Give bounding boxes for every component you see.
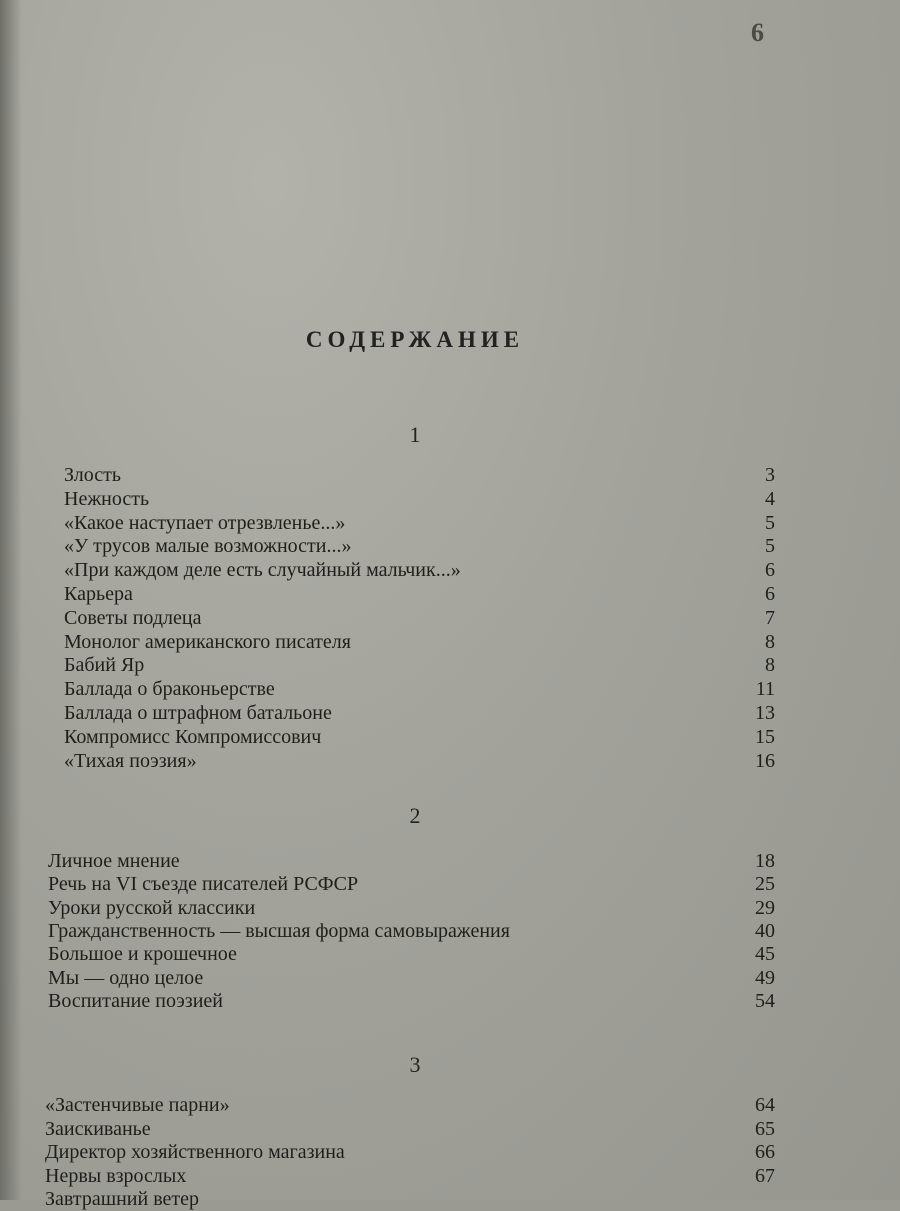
toc-entry[interactable] [64,701,775,725]
toc-entry-title: Баллада о штрафном батальоне [64,702,332,724]
dot-leader [333,741,717,745]
toc-entry[interactable] [64,749,775,773]
toc-entry[interactable] [45,1187,775,1211]
toc-entry[interactable] [64,582,775,606]
toc-entry[interactable] [64,606,775,630]
toc-entry-page: 11 [755,678,775,701]
toc-entry-page: 4 [765,487,775,510]
toc-entry-title: Заискиванье [45,1117,151,1140]
toc-entry[interactable] [64,463,775,487]
toc-entry-page: 49 [755,966,775,989]
toc-entry-title: Гражданственность — высшая форма самовыражения [48,919,510,942]
toc-entry[interactable] [48,966,775,990]
dot-leader [522,935,717,939]
toc-entry-page: 18 [755,850,775,872]
dot-leader [161,503,717,507]
dot-leader [145,598,717,602]
toc-entry[interactable] [48,896,775,920]
toc-entry-title: «Застенчивые парни» [45,1094,230,1116]
dot-leader [364,550,718,554]
toc-entry[interactable] [45,1164,775,1188]
toc-entry-page: 5 [765,535,775,558]
toc-entry[interactable] [48,872,775,896]
dot-leader [215,982,717,986]
toc-entry-page: 54 [755,989,775,1012]
toc-entry-page: 8 [765,630,775,653]
dot-leader [370,888,717,892]
toc-entry[interactable] [45,1117,775,1141]
toc-entry-title: Нежность [64,487,150,510]
toc-entry-title: Большое и крошечное [48,943,237,966]
toc-entry-page: 64 [755,1094,775,1116]
dot-leader [473,574,717,578]
toc-entry[interactable] [45,1140,775,1164]
toc-entry[interactable] [64,630,775,654]
toc-entry-title: Завтрашний ветер [45,1188,200,1211]
toc-entry-title: «У трусов малые возможности...» [64,535,352,558]
toc-entry-title: Нервы взрослых [45,1164,187,1187]
toc-entry-page: 3 [765,464,775,486]
toc-entry-page: 13 [755,702,775,724]
toc-entry[interactable] [64,487,775,511]
toc-entry-page: 7 [765,606,775,629]
toc-entry[interactable] [64,534,775,558]
toc-entry-title: Баллада о браконьерстве [64,678,275,701]
dot-leader [344,717,717,721]
page-title: СОДЕРЖАНИЕ [305,327,525,352]
toc-entry[interactable] [48,942,775,966]
toc-entry-page: 15 [755,725,775,748]
toc-entry[interactable] [64,677,775,701]
dot-leader [209,765,717,769]
toc-entry-title: Советы подлеца [64,606,202,629]
toc-entry-title: Бабий Яр [64,654,145,677]
section-number: 2 [409,803,421,828]
toc-entry-title: Уроки русской классики [48,896,256,919]
toc-entry-title: «Тихая поэзия» [64,749,197,772]
toc-entry-title: Монолог американского писателя [64,630,351,653]
toc-entry-page: 65 [755,1117,775,1140]
toc-entry-page: 5 [765,511,775,534]
toc-entry-title: Речь на VI съезде писателей РСФСР [48,873,359,896]
toc-entry-page: 6 [765,583,775,605]
toc-entry-title: Мы — одно целое [48,966,204,989]
section-number: 1 [409,422,421,447]
toc-entry-title: «При каждом деле есть случайный мальчик...» [64,559,461,582]
binding-shadow [0,0,22,1200]
toc-entry-page: 16 [755,749,775,772]
dot-leader [213,622,717,626]
dot-leader [357,527,717,531]
toc-entry-page: 67 [755,1164,775,1187]
dot-leader [267,912,717,916]
toc-entry-page: 25 [755,873,775,896]
dot-leader [357,1156,717,1160]
dot-leader [192,865,717,869]
toc-entry-page: 29 [755,896,775,919]
toc-entry-page: 45 [755,943,775,966]
toc-entry[interactable] [48,849,775,873]
dot-leader [133,479,717,483]
toc-entry-title: «Какое наступает отрезвленье...» [64,511,346,534]
toc-entry-page: 66 [755,1141,775,1164]
toc-entry[interactable] [48,919,775,943]
dot-leader [211,1203,717,1207]
toc-entry[interactable] [64,511,775,535]
toc-entry-page: 8 [765,654,775,677]
corner-page-mark: 6 [751,18,764,47]
toc-entry[interactable] [64,653,775,677]
dot-leader [363,646,717,650]
toc-entry-title: Директор хозяйственного магазина [45,1141,345,1164]
toc-entry[interactable] [64,725,775,749]
toc-entry-title: Компромисс Компромиссович [64,725,322,748]
dot-leader [287,693,717,697]
toc-entry-page: 6 [765,559,775,582]
dot-leader [198,1180,717,1184]
dot-leader [235,1005,717,1009]
toc-entry[interactable] [64,558,775,582]
dot-leader [249,958,717,962]
section-number: 3 [409,1052,421,1077]
toc-entry-page: 40 [755,919,775,942]
toc-entry[interactable] [45,1093,775,1117]
dot-leader [156,669,717,673]
toc-entry-title: Воспитание поэзией [48,989,223,1012]
toc-entry-title: Личное мнение [48,850,180,872]
dot-leader [242,1109,717,1113]
toc-entry-title: Злость [64,464,121,486]
dot-leader [163,1133,717,1137]
toc-entry[interactable] [48,989,775,1013]
toc-entry-title: Карьера [64,583,133,605]
